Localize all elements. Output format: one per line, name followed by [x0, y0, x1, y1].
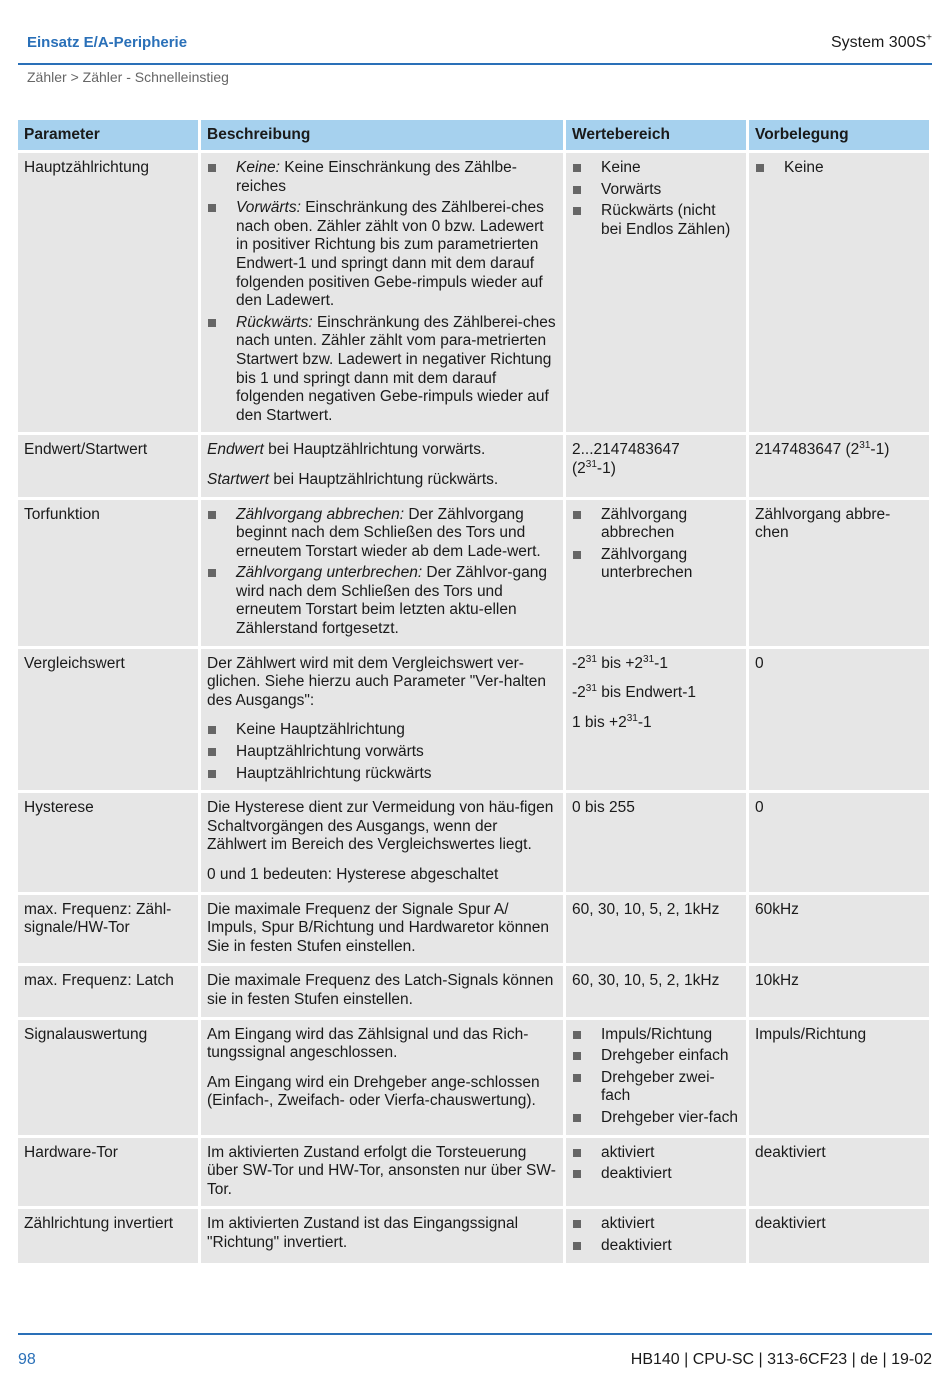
list-item: Vorwärts: Einschränkung des Zählberei-ches nach oben. Zähler zählt von 0 bzw. Ladewert in positiver Richtung bis zum parametrierten Endwert-1 und springt dann mit dem darauf folgenden positiven Gebe-rimpuls wieder auf den Ladewert.	[207, 199, 557, 311]
range-cell: 60, 30, 10, 5, 2, 1kHz	[566, 966, 746, 1016]
description-cell: Die Hysterese dient zur Vermeidung von häu-figen Schaltvorgängen des Ausgangs, wenn der Zählwert im Bereich des Vergleichswertes liegt. 0 und 1 bedeuten: Hysterese abgeschaltet	[201, 793, 563, 891]
list-item: Zählvorgang abbrechen: Der Zählvorgang beginnt nach dem Schließen des Tors und erneutem Torstart wieder ab dem Lade-wert.	[207, 506, 557, 562]
parameter-cell: Endwert/Startwert	[18, 435, 198, 496]
list-item: deaktiviert	[572, 1237, 740, 1256]
list-item: Hauptzählrichtung vorwärts	[207, 743, 557, 762]
default-cell: deaktiviert	[749, 1138, 929, 1207]
section-title: Einsatz E/A-Peripherie	[27, 34, 188, 51]
description-cell: Am Eingang wird das Zählsignal und das Rich-tungssignal angeschlossen. Am Eingang wird ein Drehgeber ange-schlossen (Einfach-, Zweifach- oder Vierfa-chauswertung).	[201, 1020, 563, 1135]
list-item: Keine: Keine Einschränkung des Zählbe-reiches	[207, 159, 557, 196]
description-cell: Die maximale Frequenz der Signale Spur A/ Impuls, Spur B/Richtung und Hardwaretor können Sie in festen Stufen einstellen.	[201, 895, 563, 964]
bullet-square-icon	[756, 164, 764, 172]
table-header-row	[18, 120, 929, 150]
list-item: Rückwärts: Einschränkung des Zählberei-ches nach unten. Zähler zählt vom para-metrierten Startwert bzw. Ladewert in negativer Richtung bis 1 und springt dann mit dem darauf folgenden negativen Gebe-rimpuls wieder auf den Startwert.	[207, 314, 557, 426]
bullet-square-icon	[573, 164, 581, 172]
range-cell: 60, 30, 10, 5, 2, 1kHz	[566, 895, 746, 964]
description-cell	[201, 153, 563, 432]
bullet-square-icon	[573, 1031, 581, 1039]
description-cell: Im aktivierten Zustand erfolgt die Torsteuerung über SW-Tor und HW-Tor, ansonsten nur über SW-Tor.	[201, 1138, 563, 1207]
table-row	[18, 153, 929, 432]
parameter-cell: max. Frequenz: Latch	[18, 966, 198, 1016]
bullet-square-icon	[573, 551, 581, 559]
table-row	[18, 895, 929, 964]
bullet-square-icon	[208, 726, 216, 734]
default-cell: Impuls/Richtung	[749, 1020, 929, 1135]
range-cell: 0 bis 255	[566, 793, 746, 891]
parameter-cell: Zählrichtung invertiert	[18, 1209, 198, 1262]
default-cell: 60kHz	[749, 895, 929, 964]
default-cell	[749, 153, 929, 432]
description-cell	[201, 500, 563, 646]
range-cell	[566, 1020, 746, 1135]
column-header-parameter: Parameter	[18, 120, 198, 150]
range-cell	[566, 1209, 746, 1262]
column-header-beschreibung: Beschreibung	[201, 120, 563, 150]
table-row	[18, 500, 929, 646]
description-cell: Im aktivierten Zustand ist das Eingangssignal "Richtung" invertiert.	[201, 1209, 563, 1262]
default-cell: Zählvorgang abbre-chen	[749, 500, 929, 646]
bullet-square-icon	[573, 207, 581, 215]
table-row	[18, 1209, 929, 1262]
bullet-square-icon	[573, 1074, 581, 1082]
parameter-cell: Vergleichswert	[18, 649, 198, 791]
bullet-square-icon	[573, 1114, 581, 1122]
list-item: aktiviert	[572, 1215, 740, 1234]
list-item: Hauptzählrichtung rückwärts	[207, 765, 557, 784]
list-item: Zählvorgang unterbrechen	[572, 546, 740, 583]
breadcrumb: Zähler > Zähler - Schnelleinstieg	[27, 69, 229, 85]
bullet-square-icon	[573, 1052, 581, 1060]
default-cell: 2147483647 $(2^{31}-1)$	[749, 435, 929, 496]
range-cell: $-2^{31}$ bis $+2^{31}-1$ $-2^{31}$ bis Endwert-1 1 bis $+2^{31}-1$	[566, 649, 746, 791]
list-item: aktiviert	[572, 1144, 740, 1163]
footer-divider	[18, 1333, 932, 1335]
parameter-cell: Hardware-Tor	[18, 1138, 198, 1207]
bullet-square-icon	[573, 1170, 581, 1178]
parameter-table	[15, 117, 932, 1266]
bullet-square-icon	[208, 748, 216, 756]
list-item: Keine	[572, 159, 740, 178]
bullet-square-icon	[573, 1242, 581, 1250]
list-item: Zählvorgang unterbrechen: Der Zählvor-gang wird nach dem Schließen des Tors und erneutem Torstart beim letzten aktu-ellen Zählerstand fortgesetzt.	[207, 564, 557, 638]
list-item: Keine	[755, 159, 923, 178]
table-row	[18, 649, 929, 791]
parameter-cell: Hysterese	[18, 793, 198, 891]
range-cell	[566, 153, 746, 432]
list-item: Drehgeber zwei-fach	[572, 1069, 740, 1106]
default-cell: 10kHz	[749, 966, 929, 1016]
list-item: Rückwärts (nicht bei Endlos Zählen)	[572, 202, 740, 239]
list-item: Vorwärts	[572, 181, 740, 200]
bullet-square-icon	[208, 319, 216, 327]
bullet-square-icon	[573, 511, 581, 519]
list-item: Drehgeber einfach	[572, 1047, 740, 1066]
column-header-wertebereich: Wertebereich	[566, 120, 746, 150]
bullet-square-icon	[573, 1149, 581, 1157]
bullet-square-icon	[573, 186, 581, 194]
default-cell: 0	[749, 649, 929, 791]
parameter-cell: Hauptzählrichtung	[18, 153, 198, 432]
range-cell	[566, 500, 746, 646]
bullet-square-icon	[573, 1220, 581, 1228]
system-title: System 300S+	[831, 32, 932, 51]
list-item: Zählvorgang abbrechen	[572, 506, 740, 543]
list-item: Keine Hauptzählrichtung	[207, 721, 557, 740]
default-cell: 0	[749, 793, 929, 891]
table-row	[18, 966, 929, 1016]
document-id: HB140 | CPU-SC | 313-6CF23 | de | 19-02	[630, 1351, 932, 1368]
bullet-square-icon	[208, 511, 216, 519]
range-cell: 2...2147483647 $(2^{31}-1)$	[566, 435, 746, 496]
parameter-cell: Torfunktion	[18, 500, 198, 646]
range-cell	[566, 1138, 746, 1207]
table-row	[18, 1020, 929, 1135]
parameter-cell: Signalauswertung	[18, 1020, 198, 1135]
parameter-cell: max. Frequenz: Zähl-signale/HW-Tor	[18, 895, 198, 964]
table-row	[18, 435, 929, 496]
table-row	[18, 1138, 929, 1207]
header-divider	[18, 63, 932, 65]
bullet-square-icon	[208, 770, 216, 778]
bullet-square-icon	[208, 204, 216, 212]
bullet-square-icon	[208, 569, 216, 577]
page-number: 98	[18, 1351, 36, 1368]
description-cell: Endwert bei Hauptzählrichtung vorwärts. Startwert bei Hauptzählrichtung rückwärts.	[201, 435, 563, 496]
description-cell: Der Zählwert wird mit dem Vergleichswert ver-glichen. Siehe hierzu auch Parameter "Ver-halten des Ausgangs": Keine Hauptzählrichtung Hauptzählrichtung vorwärts Hauptzählrichtung rückwärts	[201, 649, 563, 791]
list-item: Drehgeber vier-fach	[572, 1109, 740, 1128]
bullet-square-icon	[208, 164, 216, 172]
table-row	[18, 793, 929, 891]
description-cell: Die maximale Frequenz des Latch-Signals können sie in festen Stufen einstellen.	[201, 966, 563, 1016]
list-item: Impuls/Richtung	[572, 1026, 740, 1045]
default-cell: deaktiviert	[749, 1209, 929, 1262]
column-header-vorbelegung: Vorbelegung	[749, 120, 929, 150]
list-item: deaktiviert	[572, 1165, 740, 1184]
